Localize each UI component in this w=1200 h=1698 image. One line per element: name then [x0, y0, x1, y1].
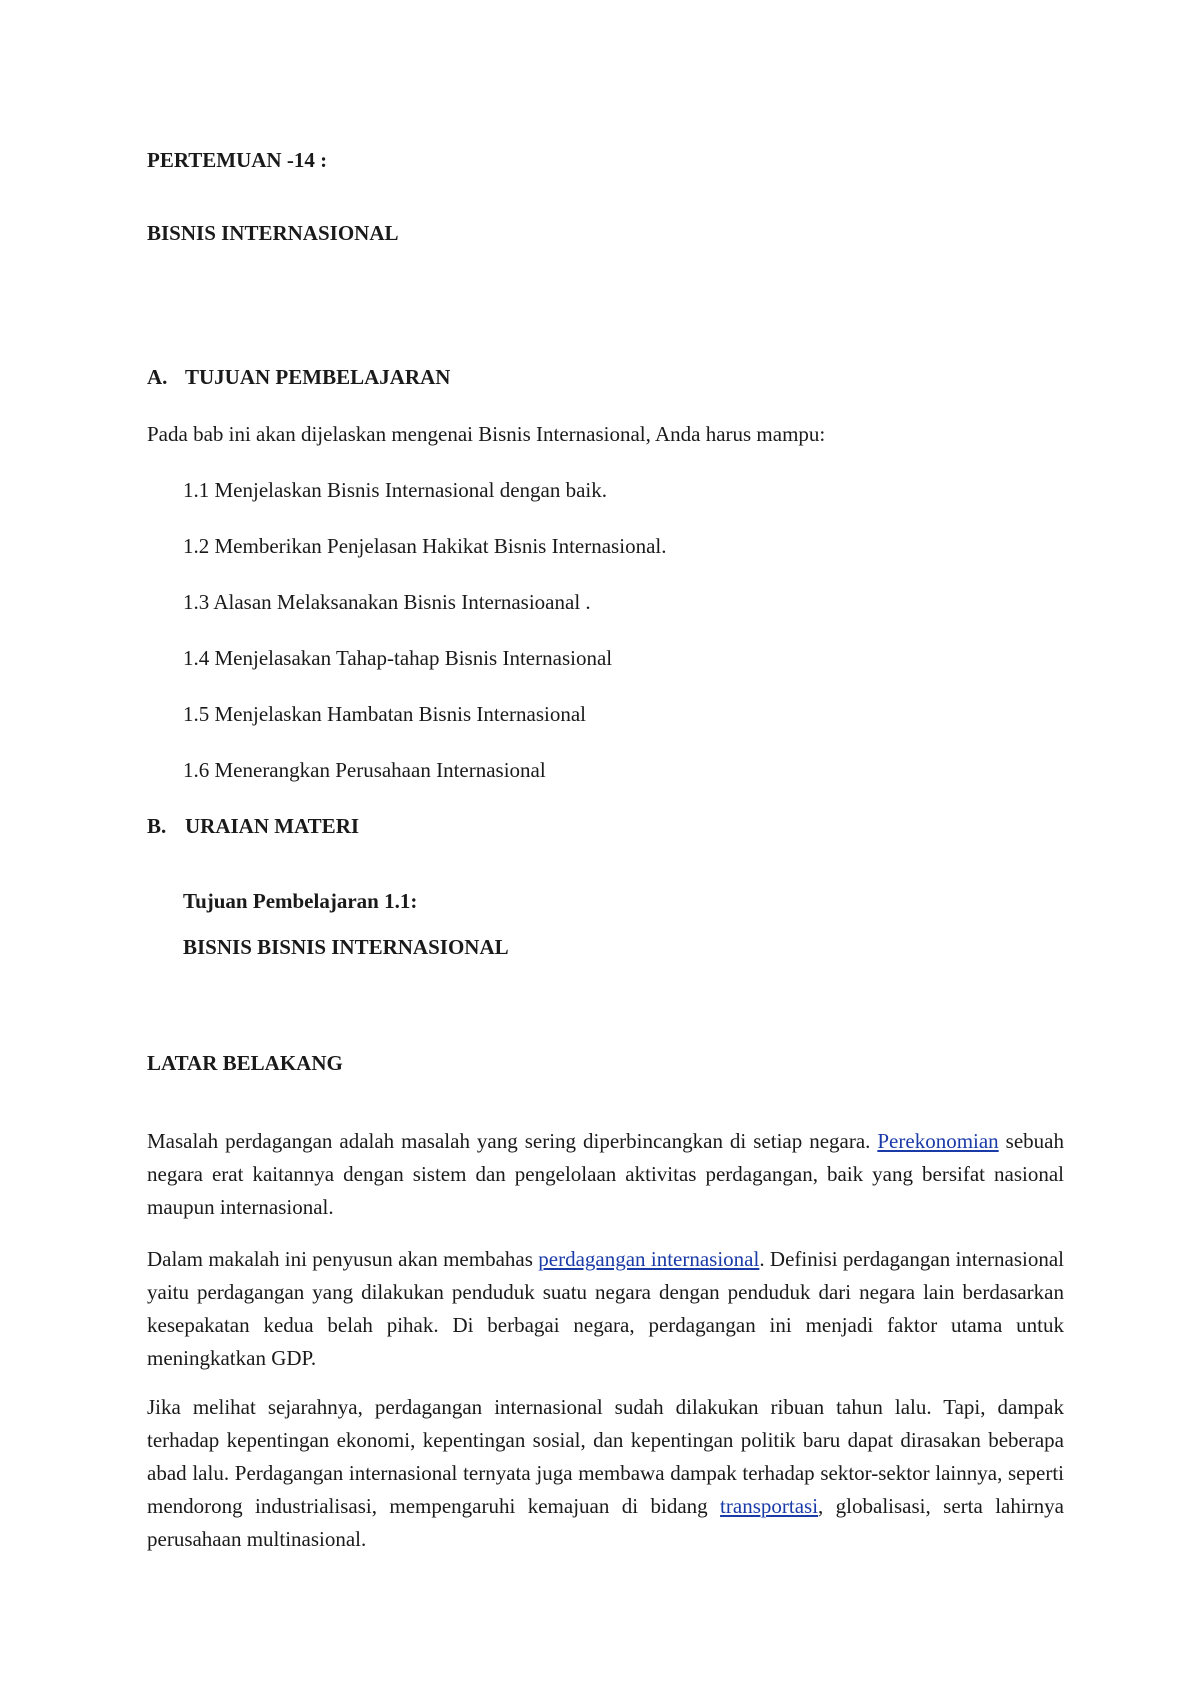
meeting-title: PERTEMUAN -14 :: [147, 148, 328, 172]
objective-item: 1.1 Menjelaskan Bisnis Internasional dengan baik.: [183, 478, 607, 502]
learning-objective-label: Tujuan Pembelajaran 1.1:: [183, 889, 418, 913]
section-b-letter: B.: [147, 814, 167, 838]
objective-item: 1.6 Menerangkan Perusahaan Internasional: [183, 758, 546, 782]
paragraph-text: Jika melihat sejarahnya, perdagangan internasional sudah dilakukan ribuan tahun lalu. Tapi, dampak terhadap kepentingan ekonomi, kepentingan sosial, dan kepentingan politik baru dapat dirasakan beberapa abad lalu. Perdagangan internasional ternyata juga membawa dampak terhadap sektor-sektor lainnya, seperti mendorong industrialisasi, mempengaruhi kemajuan di bidang: [147, 1395, 1064, 1518]
background-paragraph-2: [147, 1243, 1064, 1375]
objective-item: 1.2 Memberikan Penjelasan Hakikat Bisnis Internasional.: [183, 534, 667, 558]
paragraph-text: , globalisasi, serta lahirnya perusahaan multinasional.: [147, 1494, 1064, 1551]
objective-item: 1.4 Menjelasakan Tahap-tahap Bisnis Internasional: [183, 646, 613, 670]
paragraph-text: Dalam makalah ini penyusun akan membahas: [147, 1247, 539, 1271]
perdagangan-internasional-link[interactable]: perdagangan internasional: [538, 1247, 760, 1271]
section-a-intro: Pada bab ini akan dijelaskan mengenai Bisnis Internasional, Anda harus mampu:: [147, 422, 826, 446]
paragraph-text: . Definisi perdagangan internasional yaitu perdagangan yang dilakukan penduduk suatu negara dengan penduduk dari negara lain berdasarkan kesepakatan kedua belah pihak. Di berbagai negara, perdagangan ini menjadi faktor utama untuk meningkatkan GDP.: [147, 1247, 1065, 1370]
paragraph-text: sebuah negara erat kaitannya dengan sistem dan pengelolaan aktivitas perdagangan, baik yang bersifat nasional maupun internasional.: [147, 1129, 1064, 1219]
background-paragraph-1: [147, 1125, 1064, 1224]
section-a-heading: [147, 364, 450, 390]
section-a-letter: A.: [147, 365, 168, 389]
perekonomian-link[interactable]: Perekonomian: [877, 1129, 999, 1153]
subject-title: BISNIS INTERNASIONAL: [147, 221, 399, 245]
paragraph-text: Masalah perdagangan adalah masalah yang sering diperbincangkan di setiap negara.: [147, 1129, 878, 1153]
section-b-title: URAIAN MATERI: [185, 814, 360, 838]
background-paragraph-3: [147, 1391, 1064, 1556]
transportasi-link[interactable]: transportasi: [720, 1494, 819, 1518]
objective-item: 1.5 Menjelaskan Hambatan Bisnis Internasional: [183, 702, 586, 726]
objective-item: 1.3 Alasan Melaksanakan Bisnis Internasioanal .: [183, 590, 591, 614]
section-b-heading: [147, 813, 359, 839]
learning-objective-title: BISNIS BISNIS INTERNASIONAL: [183, 935, 509, 959]
section-a-title: TUJUAN PEMBELAJARAN: [185, 365, 451, 389]
background-title: LATAR BELAKANG: [147, 1051, 343, 1075]
